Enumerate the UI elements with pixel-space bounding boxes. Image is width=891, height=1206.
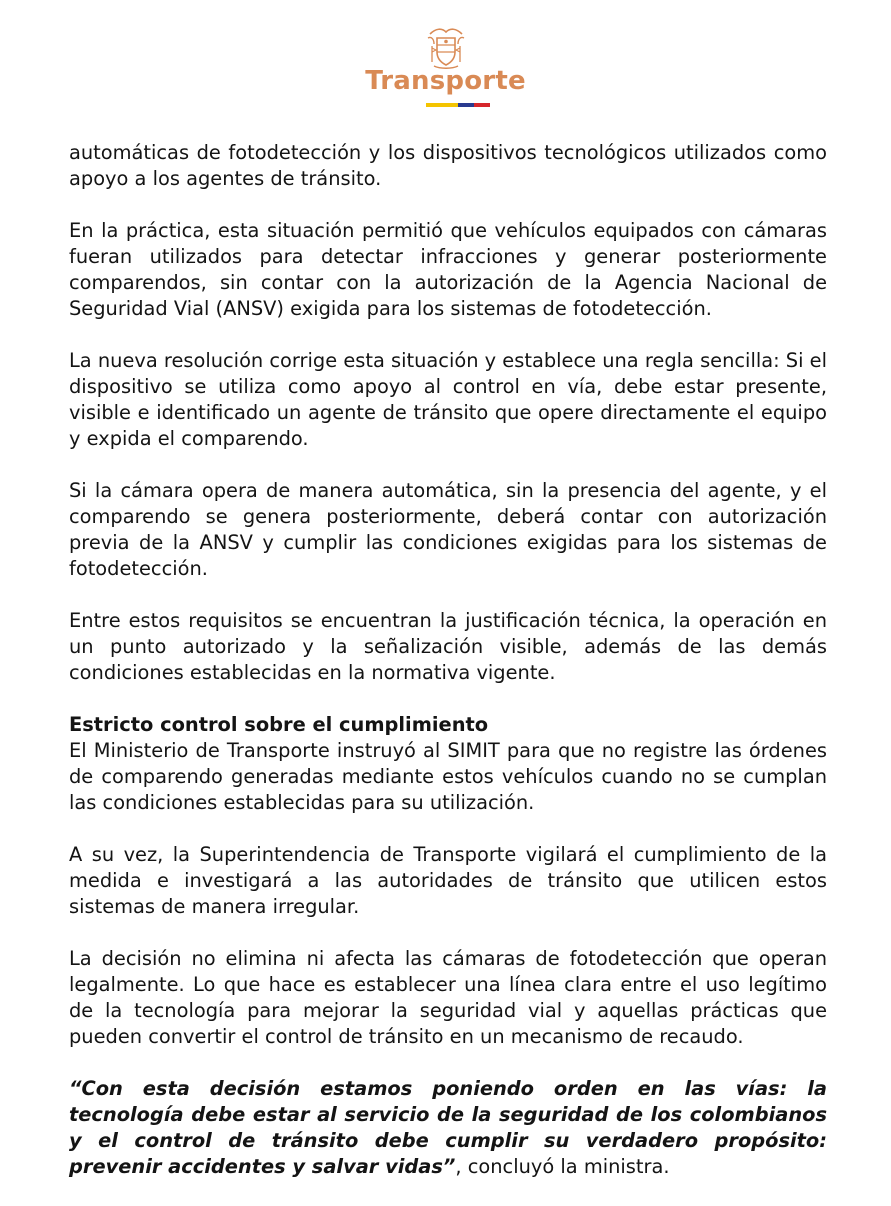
paragraph: Entre estos requisitos se encuentran la justificación técnica, la operación en un punto autorizado y la señalización visible, además de las demás condiciones establecidas en la normativa vigente. xyxy=(69,609,827,684)
paragraph: La nueva resolución corrige esta situación y establece una regla sencilla: Si el dispositivo se utiliza como apoyo al control en vía, debe estar presente, visible e identificado un agente de tránsito que opere directamente el equipo y expida el comparendo. xyxy=(69,349,827,450)
document-body xyxy=(69,140,827,1206)
flag-stripe-yellow xyxy=(426,103,458,107)
paragraph: El Ministerio de Transporte instruyó al SIMIT para que no registre las órdenes de comparendo generadas mediante estos vehículos cuando no se cumplan las condiciones establecidas para su utilización. xyxy=(69,739,827,814)
paragraph: La decisión no elimina ni afecta las cámaras de fotodetección que operan legalmente. Lo que hace es establecer una línea clara entre el uso legítimo de la tecnología para mejorar la seguridad vial y aquellas prácticas que pueden convertir el control de tránsito en un mecanismo de recaudo. xyxy=(69,947,827,1048)
quote-paragraph xyxy=(69,1076,827,1180)
paragraph: automáticas de fotodetección y los dispositivos tecnológicos utilizados como apoyo a los agentes de tránsito. xyxy=(69,141,827,190)
paragraph: A su vez, la Superintendencia de Transporte vigilará el cumplimiento de la medida e investigará a las autoridades de tránsito que utilicen estos sistemas de manera irregular. xyxy=(69,843,827,918)
paragraph: En la práctica, esta situación permitió que vehículos equipados con cámaras fueran utilizados para detectar infracciones y generar posteriormente comparendos, sin contar con la autorización de la Agencia Nacional de Seguridad Vial (ANSV) exigida para los sistemas de fotodetección. xyxy=(69,219,827,320)
coat-of-arms-icon xyxy=(426,26,466,70)
flag-stripe-blue xyxy=(458,103,474,107)
document-header xyxy=(0,0,891,130)
paragraph: Si la cámara opera de manera automática, sin la presencia del agente, y el comparendo se genera posteriormente, deberá contar con autorización previa de la ANSV y cumplir las condiciones exigidas para los sistemas de fotodetección. xyxy=(69,479,827,580)
quote-attribution: , concluyó la ministra. xyxy=(455,1155,670,1178)
flag-stripe-red xyxy=(474,103,490,107)
logo-wordmark: Transporte xyxy=(365,66,526,96)
section-heading: Estricto control sobre el cumplimiento xyxy=(69,713,489,736)
quote-text: “Con esta decisión estamos poniendo orden en las vías: la tecnología debe estar al servicio de la seguridad de los colombianos y el control de tránsito debe cumplir su verdadero propósito: prevenir accidentes y salvar vidas” xyxy=(69,1077,827,1178)
colombia-flag-bar xyxy=(426,103,490,107)
